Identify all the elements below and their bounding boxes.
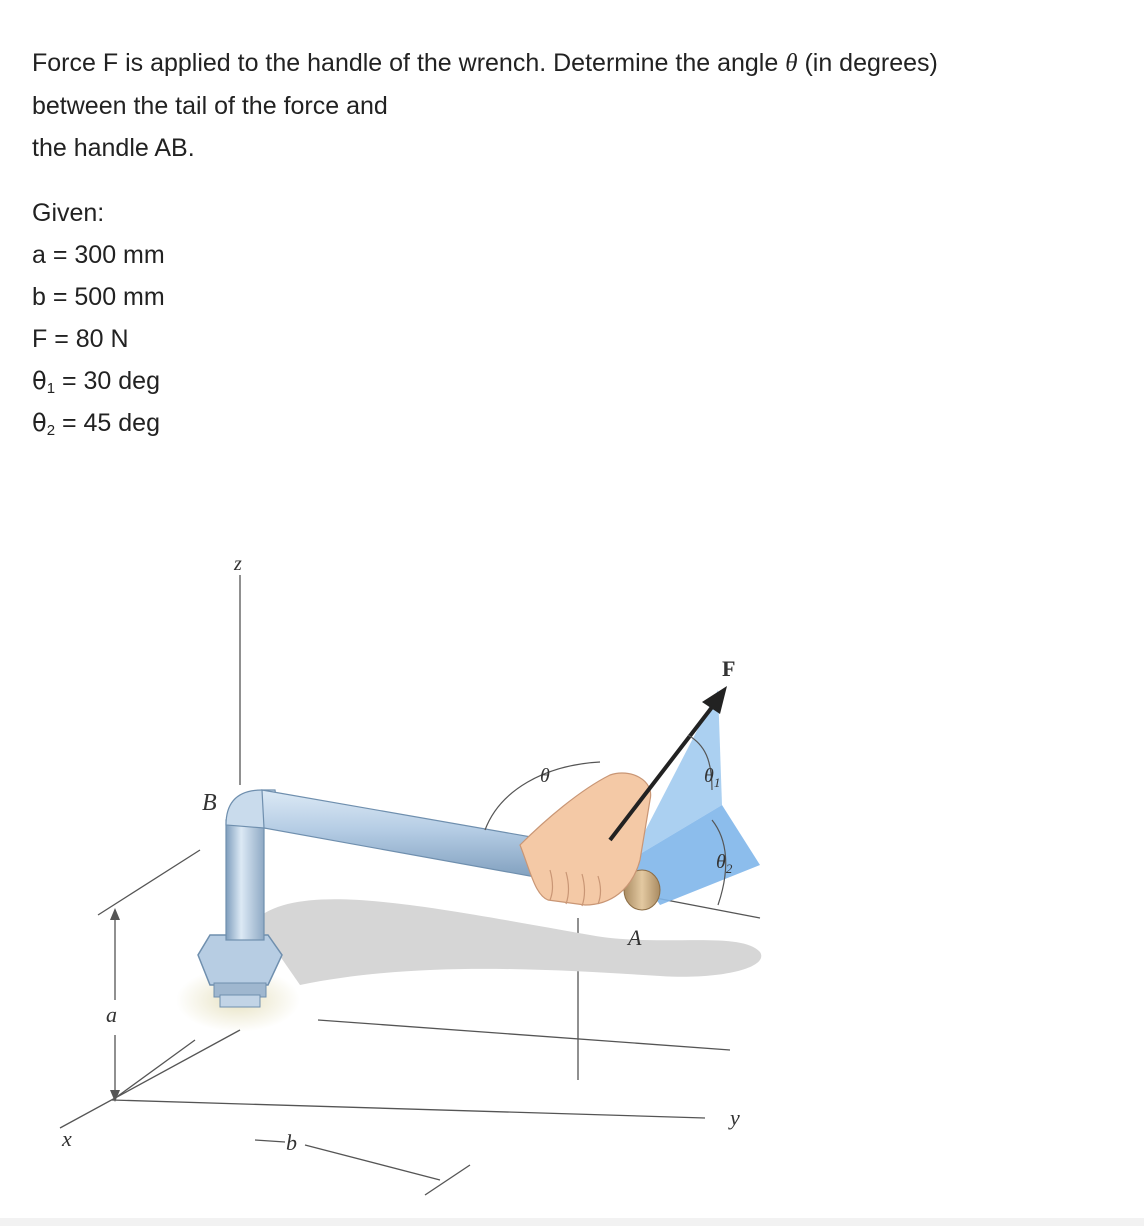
given-theta2 — [32, 402, 165, 444]
x-axis-line — [60, 1030, 240, 1128]
given-symbol: b — [32, 283, 46, 311]
given-heading: Given: — [32, 199, 105, 227]
theta-label: θ — [540, 765, 550, 787]
given-symbol: θ — [32, 409, 47, 437]
problem-text: Force F is applied to the handle of the wrench. Determine the angle — [32, 49, 786, 77]
wrench-diagram — [0, 540, 1144, 1226]
given-F — [32, 318, 165, 360]
problem-statement — [32, 42, 1112, 169]
wrench-handle — [262, 790, 560, 880]
page-bottom-bar — [0, 1218, 1144, 1226]
dimension-a-label: a — [106, 1002, 117, 1027]
given-value: = 300 mm — [45, 241, 165, 269]
problem-line-2: between the tail of the force and — [32, 92, 388, 120]
dim-b-line — [305, 1145, 440, 1180]
y-label: y — [730, 1105, 740, 1130]
given-theta1 — [32, 360, 165, 402]
bolt-nut — [220, 995, 260, 1007]
y-axis-line — [112, 1100, 705, 1118]
force-F-label: F — [722, 656, 736, 681]
point-B-label: B — [202, 790, 217, 816]
x-label: x — [62, 1126, 72, 1151]
theta1-symbol: θ — [704, 765, 714, 787]
dim-a-extension — [98, 850, 200, 915]
theta-symbol: θ — [785, 50, 798, 77]
given-b — [32, 276, 165, 318]
force-arrow-head — [702, 686, 727, 714]
theta2-subscript: 2 — [725, 861, 733, 876]
floor-line — [118, 1040, 195, 1096]
theta1-subscript: 1 — [713, 775, 721, 790]
given-value: = 30 deg — [55, 367, 160, 395]
point-A-label: A — [628, 925, 642, 950]
given-subscript: 2 — [46, 422, 56, 439]
wrench-figure — [0, 540, 1144, 1226]
dim-b-line — [255, 1140, 285, 1142]
given-section — [32, 192, 165, 444]
given-value: = 80 N — [47, 325, 129, 353]
problem-line-3: the handle AB. — [32, 134, 195, 162]
problem-line-1 — [32, 42, 1112, 85]
given-symbol: a — [32, 241, 46, 269]
given-symbol: F — [32, 325, 48, 353]
wrench-shadow — [255, 899, 761, 985]
given-subscript: 1 — [46, 380, 56, 397]
bolt-socket — [198, 935, 282, 985]
dim-b-tick — [425, 1165, 470, 1195]
given-a — [32, 234, 165, 276]
given-value: = 500 mm — [45, 283, 165, 311]
problem-text-tail: (in degrees) — [797, 49, 938, 77]
given-symbol: θ — [32, 367, 47, 395]
z-label: z — [234, 553, 242, 575]
theta2-symbol: θ — [716, 851, 726, 873]
dimension-b-label: b — [286, 1130, 297, 1155]
wrench-vertical-arm — [226, 820, 264, 940]
given-value: = 45 deg — [55, 409, 160, 437]
floor-line — [318, 1020, 730, 1050]
dim-arrow-up — [110, 908, 120, 920]
